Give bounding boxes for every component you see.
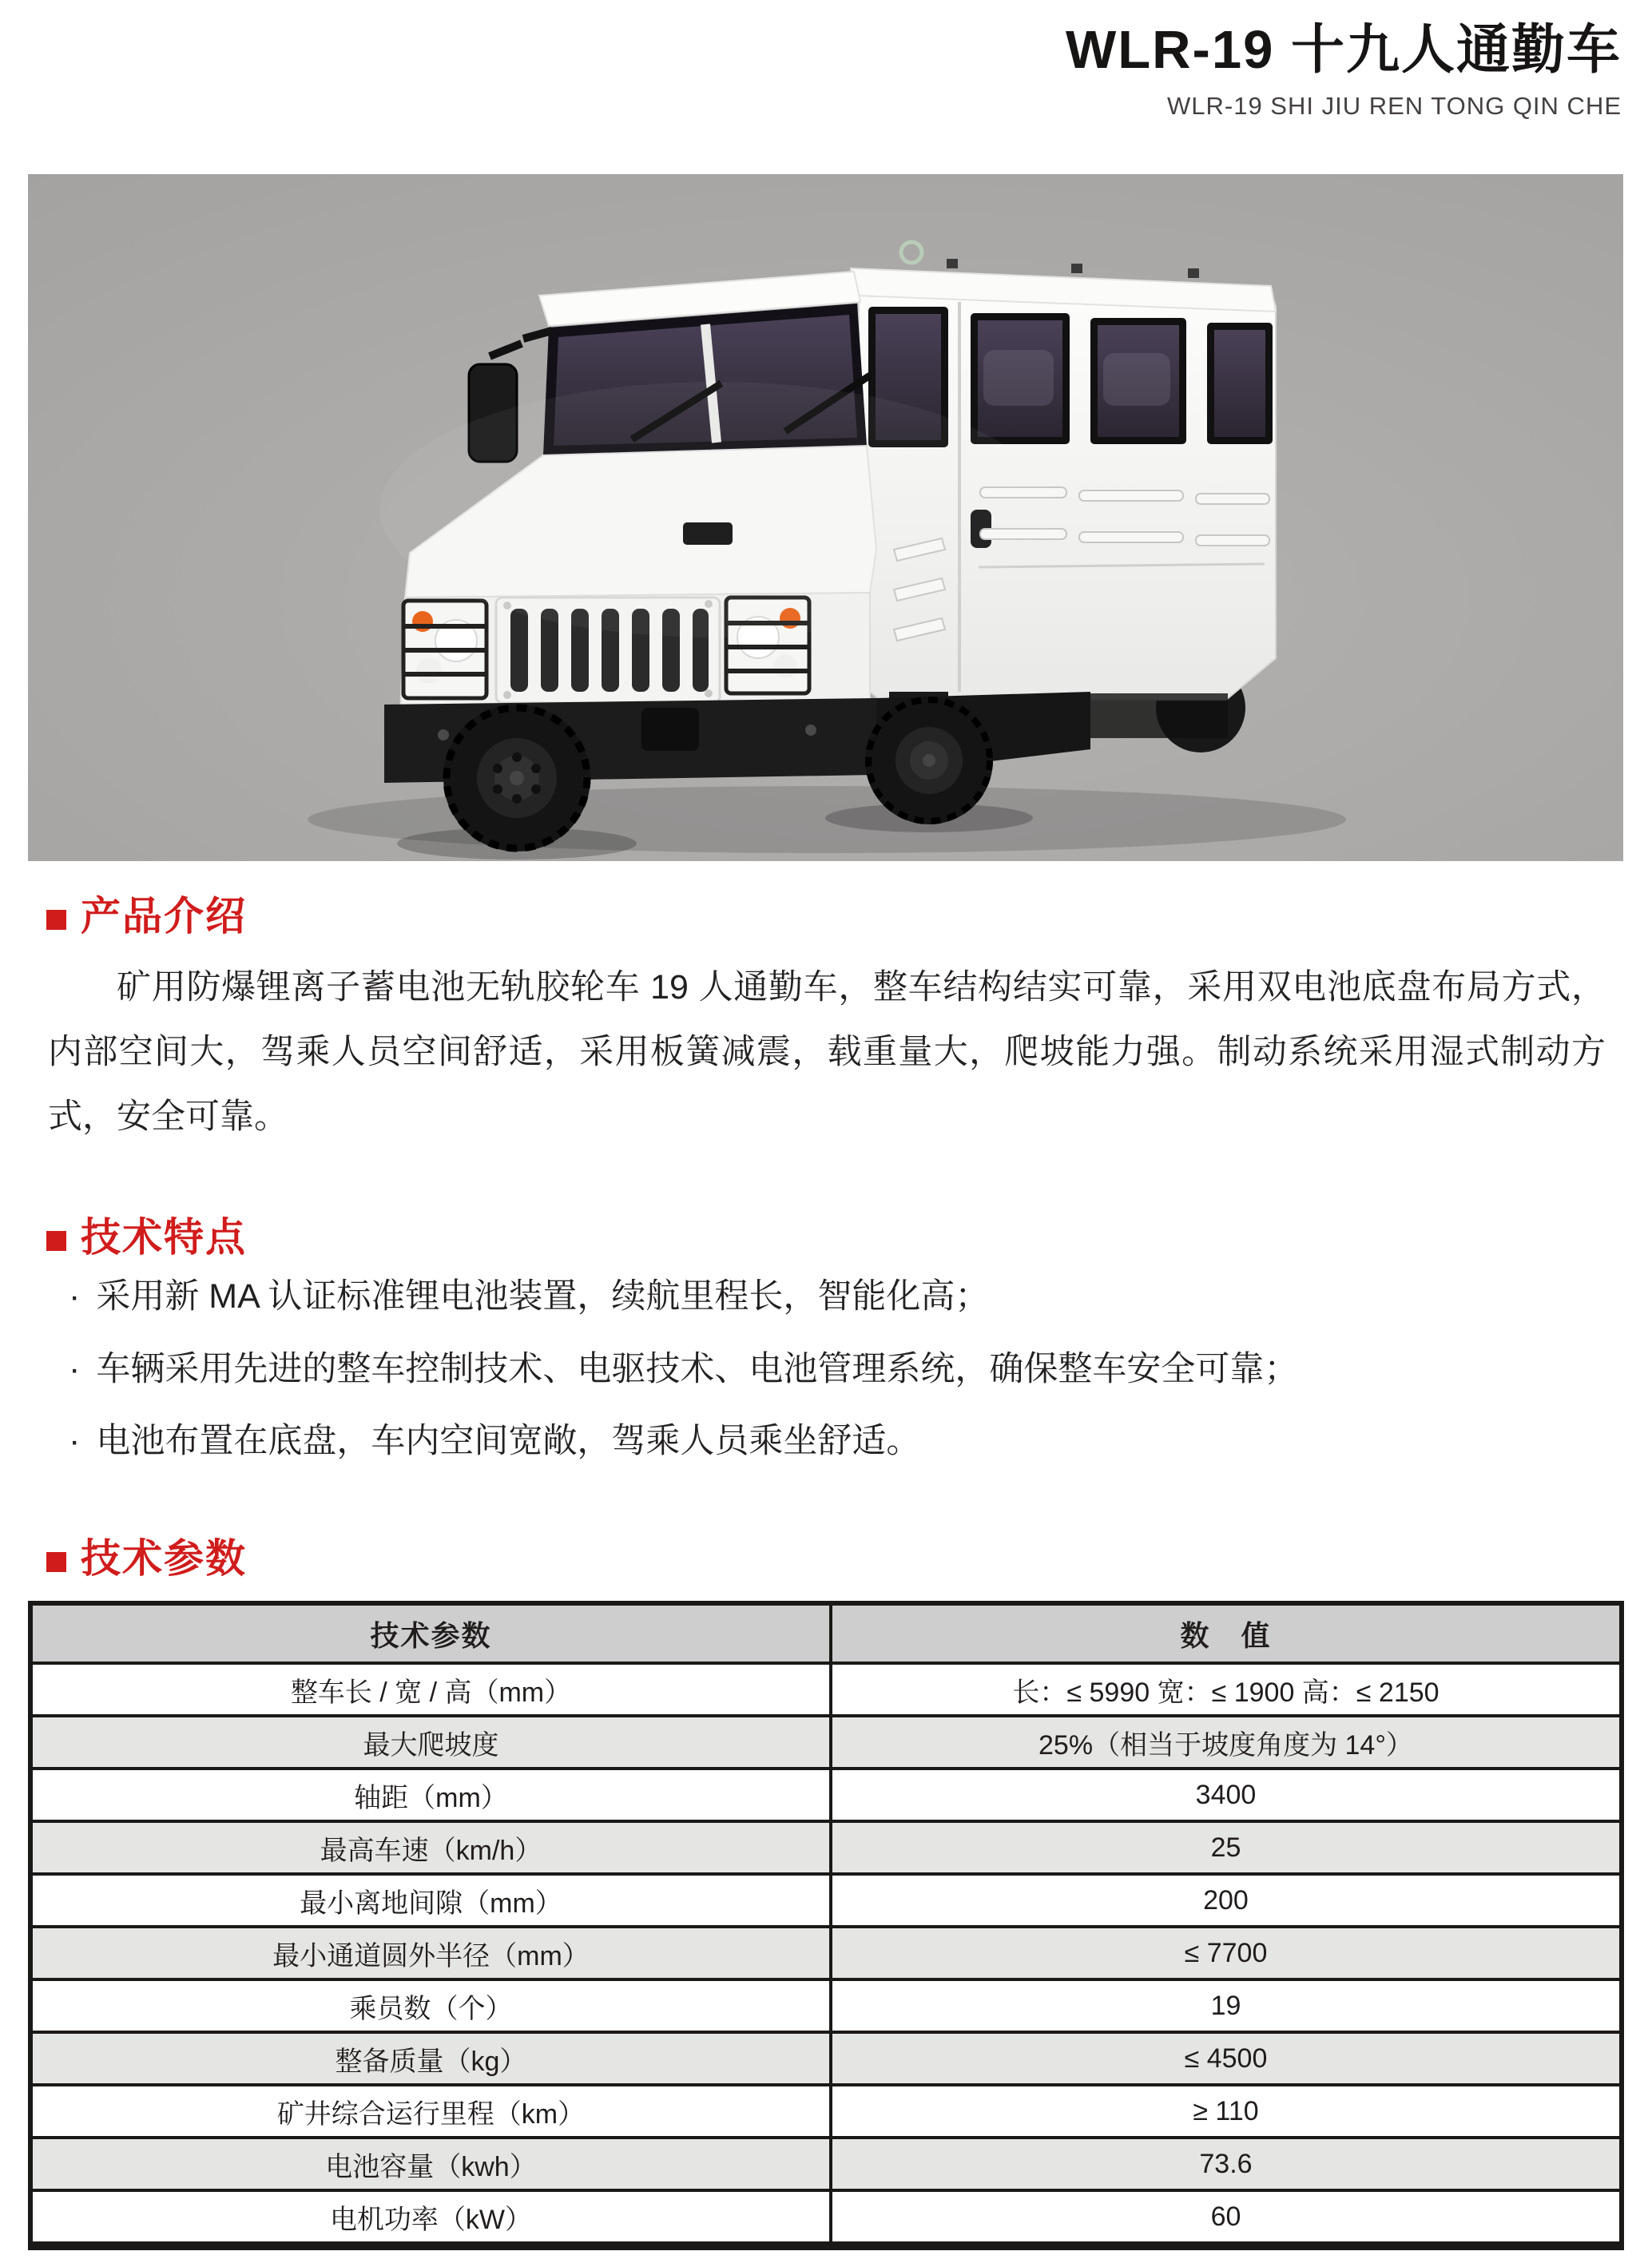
section-heading-intro <box>46 894 247 939</box>
table-row <box>30 1979 1622 2032</box>
spec-param: 乘员数（个） <box>30 1979 831 2032</box>
table-row <box>30 1663 1622 1716</box>
spec-param: 轴距（mm） <box>30 1769 831 1821</box>
page-subtitle: WLR-19 SHI JIU REN TONG QIN CHE <box>1167 92 1622 121</box>
bullet-dot: · <box>69 1349 81 1388</box>
spec-param: 最高车速（km/h） <box>30 1821 831 1874</box>
spec-param: 整备质量（kg） <box>30 2032 831 2085</box>
bus-illustration <box>28 174 1623 861</box>
section-heading-features <box>46 1215 247 1260</box>
spec-value: 73.6 <box>831 2138 1622 2190</box>
spec-value: ≤ 4500 <box>831 2032 1622 2085</box>
side-window <box>1207 323 1273 444</box>
spec-param: 最大爬坡度 <box>30 1716 831 1769</box>
spec-param: 电机功率（kW） <box>30 2190 831 2246</box>
specs-table-container <box>28 1601 1624 2250</box>
specs-header-param: 技术参数 <box>30 1603 831 1663</box>
underbody <box>1090 693 1228 738</box>
specs-header-value: 数 值 <box>831 1603 1622 1663</box>
spec-value: 长：≤ 5990 宽：≤ 1900 高：≤ 2150 <box>831 1663 1622 1716</box>
intro-paragraph: 矿用防爆锂离子蓄电池无轨胶轮车 19 人通勤车，整车结构结实可靠，采用双电池底盘布局方式，内部空间大，驾乘人员空间舒适，采用板簧减震，载重量大，爬坡能力强。制动系统采用湿式制动方式，安全可靠。 <box>48 968 1606 1136</box>
feature-text: 采用新 MA 认证标准锂电池装置，续航里程长，智能化高； <box>96 1277 990 1316</box>
bullet-dot: · <box>69 1277 81 1316</box>
bullet-dot: · <box>69 1422 81 1461</box>
table-row <box>30 2085 1622 2138</box>
red-square-bullet <box>46 1552 66 1572</box>
turn-signal <box>412 611 433 632</box>
spec-value: 25 <box>831 1821 1622 1874</box>
table-row <box>30 2032 1622 2085</box>
feature-text: 车辆采用先进的整车控制技术、电驱技术、电池管理系统，确保整车安全可靠； <box>96 1349 1299 1388</box>
spec-param: 最小通道圆外半径（mm） <box>30 1927 831 1979</box>
specs-header-row <box>30 1603 1622 1663</box>
spec-param: 矿井综合运行里程（km） <box>30 2085 831 2138</box>
spec-param: 整车长 / 宽 / 高（mm） <box>30 1663 831 1716</box>
table-row <box>30 1927 1622 1979</box>
table-row <box>30 2138 1622 2190</box>
feature-item <box>69 1349 1610 1390</box>
table-row <box>30 1769 1622 1821</box>
section-title: 技术参数 <box>81 1536 247 1581</box>
table-row <box>30 1874 1622 1927</box>
spec-value: 19 <box>831 1979 1622 2032</box>
front-wheel <box>443 705 590 852</box>
headlight-left <box>403 601 486 698</box>
table-row <box>30 1716 1622 1769</box>
table-row <box>30 2190 1622 2246</box>
doc-header <box>1066 19 1622 121</box>
spec-value: ≥ 110 <box>831 2085 1622 2138</box>
tow-hook <box>641 708 699 751</box>
side-window <box>971 313 1070 444</box>
lamp <box>773 654 797 678</box>
section-heading-specs <box>46 1536 247 1581</box>
spec-value: 25%（相当于坡度角度为 14°） <box>831 1716 1622 1769</box>
spec-value: 200 <box>831 1874 1622 1927</box>
spec-value: ≤ 7700 <box>831 1927 1622 1979</box>
feature-text: 电池布置在底盘，车内空间宽敞，驾乘人员乘坐舒适。 <box>96 1422 921 1461</box>
feature-item <box>69 1421 1610 1462</box>
body-highlight <box>379 382 1050 637</box>
section-title: 产品介绍 <box>81 894 247 939</box>
spec-param: 电池容量（kwh） <box>30 2138 831 2190</box>
red-square-bullet <box>46 910 66 930</box>
side-window <box>1090 318 1186 444</box>
features-list <box>69 1276 1610 1494</box>
section-title: 技术特点 <box>81 1215 247 1260</box>
feature-item <box>69 1276 1610 1317</box>
spec-value: 3400 <box>831 1769 1622 1821</box>
rear-wheel <box>865 697 993 824</box>
page-title: WLR-19 十九人通勤车 <box>1066 20 1622 80</box>
spec-value: 60 <box>831 2190 1622 2246</box>
spec-param: 最小离地间隙（mm） <box>30 1874 831 1927</box>
red-square-bullet <box>46 1231 66 1251</box>
product-photo <box>28 174 1623 861</box>
lamp <box>416 658 442 684</box>
specs-table <box>28 1601 1624 2250</box>
table-row <box>30 1821 1622 1874</box>
